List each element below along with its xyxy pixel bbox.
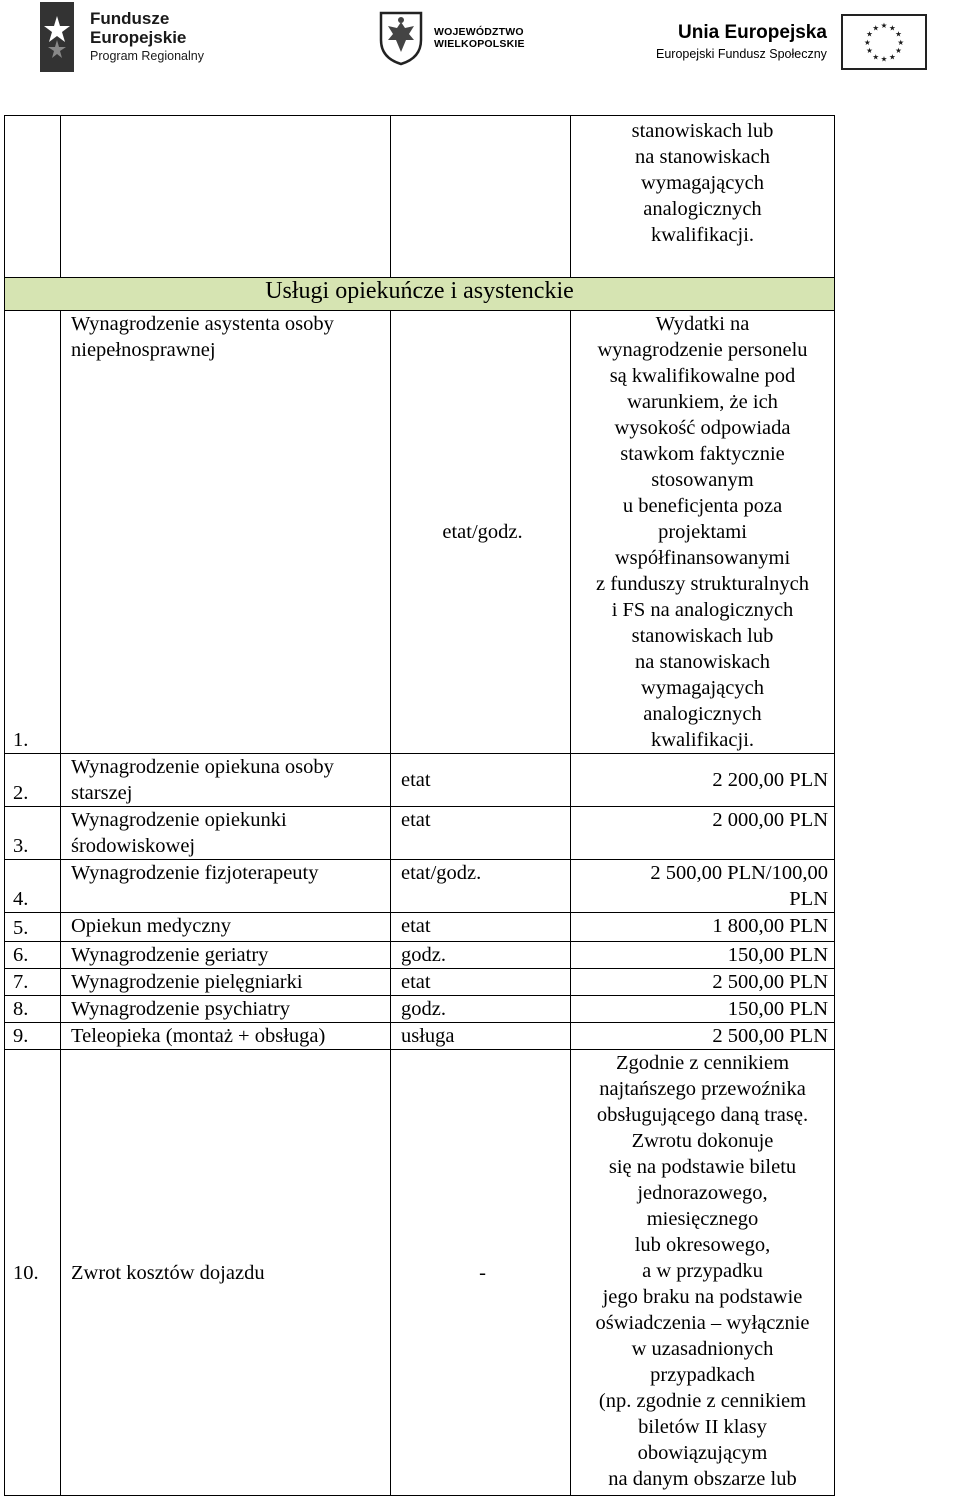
text-line: biletów II klasy — [638, 1416, 767, 1438]
wlkp-logo-line1: WOJEWÓDZTWO — [434, 26, 524, 38]
text-line: Zwrotu dokonuje — [631, 1130, 774, 1152]
header-logos — [0, 0, 960, 90]
row-number: 7. — [5, 969, 61, 996]
text-line: najtańszego przewoźnika — [599, 1078, 806, 1100]
table-row — [5, 1023, 835, 1050]
row-number: 4. — [5, 860, 61, 913]
row-unit: etat — [391, 969, 571, 996]
text-line: Wynagrodzenie psychiatry — [71, 998, 291, 1020]
cell-name — [61, 116, 391, 278]
text-line: kwalifikacji. — [650, 224, 755, 246]
table-row — [5, 1050, 835, 1496]
row-unit: usługa — [391, 1023, 571, 1050]
fe-logo-line1: Fundusze — [90, 9, 170, 28]
table-row — [5, 754, 835, 807]
eu-star-icon: ★ — [872, 52, 879, 62]
row-unit: godz. — [391, 942, 571, 969]
text-line: stanowiskach lub — [631, 120, 774, 142]
text-line: niepełnosprawnej — [71, 339, 216, 361]
row-number: 8. — [5, 996, 61, 1023]
wielkopolskie-logo — [378, 10, 525, 66]
eu-star-icon: ★ — [866, 29, 873, 39]
cell-unit — [391, 116, 571, 278]
eu-star-icon: ★ — [897, 37, 904, 47]
section-title: Usługi opiekuńcze i asystenckie — [5, 278, 835, 311]
text-line: są kwalifikowalne pod — [609, 365, 796, 387]
text-line: z funduszy strukturalnych — [596, 573, 809, 595]
fe-logo-line2: Europejskie — [90, 28, 187, 47]
row-name — [61, 860, 391, 913]
text-line: na danym obszarze lub — [608, 1468, 797, 1490]
fe-logo-line3: Program Regionalny — [90, 49, 204, 63]
text-line: 2 500,00 PLN/100,00 — [650, 862, 828, 884]
eu-star-icon: ★ — [863, 37, 871, 47]
row-number: 2. — [5, 754, 61, 807]
table-row — [5, 942, 835, 969]
eu-star-icon: ★ — [880, 21, 888, 31]
text-line: Zgodnie z cennikiem — [615, 1052, 790, 1074]
wlkp-logo-line2: WIELKOPOLSKIE — [434, 38, 525, 50]
top-note-lines — [577, 118, 828, 248]
text-line: starszej — [71, 782, 133, 804]
row-number: 6. — [5, 942, 61, 969]
eu-stars-flag-icon — [841, 14, 927, 70]
text-line: projektami — [658, 521, 747, 543]
eu-star-icon: ★ — [866, 46, 873, 56]
text-line: wysokość odpowiada — [614, 417, 791, 439]
table-row — [5, 969, 835, 996]
text-line: jego braku na podstawie — [602, 1286, 803, 1308]
text-line: wymagających — [641, 172, 764, 194]
eu-star-icon: ★ — [895, 29, 902, 39]
row-number: 9. — [5, 1023, 61, 1050]
text-line: stawkom faktycznie — [620, 443, 785, 465]
text-line: stanowiskach lub — [631, 625, 774, 647]
ue-logo-line2: Europejski Fundusz Społeczny — [656, 47, 827, 61]
row-amount — [571, 969, 835, 996]
text-line: analogicznych — [643, 198, 762, 220]
text-line: 150,00 PLN — [727, 944, 828, 966]
row-amount — [571, 1023, 835, 1050]
row-amount — [571, 1050, 835, 1496]
unia-europejska-logo — [656, 14, 927, 70]
eu-star-icon: ★ — [872, 23, 879, 33]
text-line: lub okresowego, — [634, 1234, 771, 1256]
eu-star-icon: ★ — [880, 54, 888, 64]
row-name — [61, 311, 391, 754]
row-unit: etat/godz. — [391, 311, 571, 754]
table-row — [5, 996, 835, 1023]
text-line: Zwrot kosztów dojazdu — [71, 1261, 265, 1284]
text-line: stosowanym — [651, 469, 754, 491]
row-number: 10. — [5, 1050, 61, 1496]
ue-logo-line1: Unia Europejska — [678, 22, 827, 43]
row-amount — [571, 996, 835, 1023]
eu-star-icon: ★ — [888, 23, 896, 33]
text-line: wynagrodzenie personelu — [597, 339, 808, 361]
row-amount — [571, 913, 835, 942]
text-line: się na podstawie biletu — [608, 1156, 797, 1178]
row-unit: godz. — [391, 996, 571, 1023]
text-line: 150,00 PLN — [727, 998, 828, 1020]
text-line: w uzasadnionych — [631, 1338, 774, 1360]
text-line: u beneficjenta poza — [622, 495, 783, 517]
fundusze-europejskie-logo — [40, 2, 204, 72]
text-line: i FS na analogicznych — [611, 599, 794, 621]
table-row — [5, 860, 835, 913]
row-name — [61, 942, 391, 969]
text-line: obsługującego daną trasę. — [596, 1104, 809, 1126]
text-line: oświadczenia – wyłącznie — [595, 1312, 810, 1334]
eu-star-icon: ★ — [895, 46, 902, 56]
text-line: 1 800,00 PLN — [712, 915, 828, 937]
text-line: kwalifikacji. — [650, 729, 755, 751]
text-line: miesięcznego — [646, 1208, 759, 1230]
text-line: Wynagrodzenie opiekunki — [71, 809, 287, 831]
row-amount — [571, 860, 835, 913]
text-line: 2 500,00 PLN — [712, 1025, 828, 1047]
text-line: Wynagrodzenie opiekuna osoby — [71, 756, 334, 778]
row-number: 3. — [5, 807, 61, 860]
text-line: obowiązującym — [637, 1442, 768, 1464]
table-row — [5, 311, 835, 754]
wlkp-eagle-crest-icon — [378, 10, 424, 66]
text-line: wymagających — [641, 677, 764, 699]
row-amount — [571, 311, 835, 754]
text-line: 2 500,00 PLN — [712, 971, 828, 993]
cell-nr — [5, 116, 61, 278]
text-line: analogicznych — [643, 703, 762, 725]
cost-table — [4, 115, 835, 1496]
row-unit: etat — [391, 913, 571, 942]
text-line: Wynagrodzenie pielęgniarki — [71, 971, 303, 993]
row-unit: etat/godz. — [391, 860, 571, 913]
row-amount — [571, 754, 835, 807]
row-amount — [571, 807, 835, 860]
eu-star-icon: ★ — [888, 52, 896, 62]
text-line: na stanowiskach — [635, 651, 770, 673]
text-line: Wynagrodzenie asystenta osoby — [71, 313, 334, 335]
text-line: Wynagrodzenie fizjoterapeuty — [71, 862, 319, 884]
row-number: 5. — [5, 913, 61, 942]
text-line: Wynagrodzenie geriatry — [71, 944, 269, 966]
text-line: środowiskowej — [71, 835, 196, 857]
row-name — [61, 754, 391, 807]
row-name — [61, 969, 391, 996]
text-line: 2 200,00 PLN — [712, 769, 828, 791]
row-name — [61, 1023, 391, 1050]
text-line: współfinansowanymi — [614, 547, 791, 569]
text-line: na stanowiskach — [635, 146, 770, 168]
text-line: Opiekun medyczny — [71, 915, 231, 937]
row-number: 1. — [5, 311, 61, 754]
row-name — [61, 996, 391, 1023]
text-line: 2 000,00 PLN — [712, 809, 828, 831]
fe-star-logo-icon — [40, 2, 74, 72]
table-row-continued — [5, 116, 835, 278]
row-name — [61, 913, 391, 942]
row-amount — [571, 942, 835, 969]
row-unit: etat — [391, 807, 571, 860]
text-line: warunkiem, że ich — [627, 391, 778, 413]
table-row — [5, 807, 835, 860]
row-name — [61, 1050, 391, 1496]
text-line: a w przypadku — [642, 1260, 763, 1282]
text-line: PLN — [789, 888, 828, 910]
text-line: (np. zgodnie z cennikiem — [598, 1390, 807, 1412]
section-header-row — [5, 278, 835, 311]
text-line: Teleopieka (montaż + obsługa) — [71, 1025, 326, 1047]
row-name — [61, 807, 391, 860]
text-line: jednorazowego, — [637, 1182, 768, 1204]
table-row — [5, 913, 835, 942]
text-line: Wydatki na — [655, 313, 750, 335]
cell-top-note — [571, 116, 835, 278]
text-line: przypadkach — [650, 1364, 755, 1386]
row-unit: etat — [391, 754, 571, 807]
row-unit: - — [391, 1050, 571, 1496]
